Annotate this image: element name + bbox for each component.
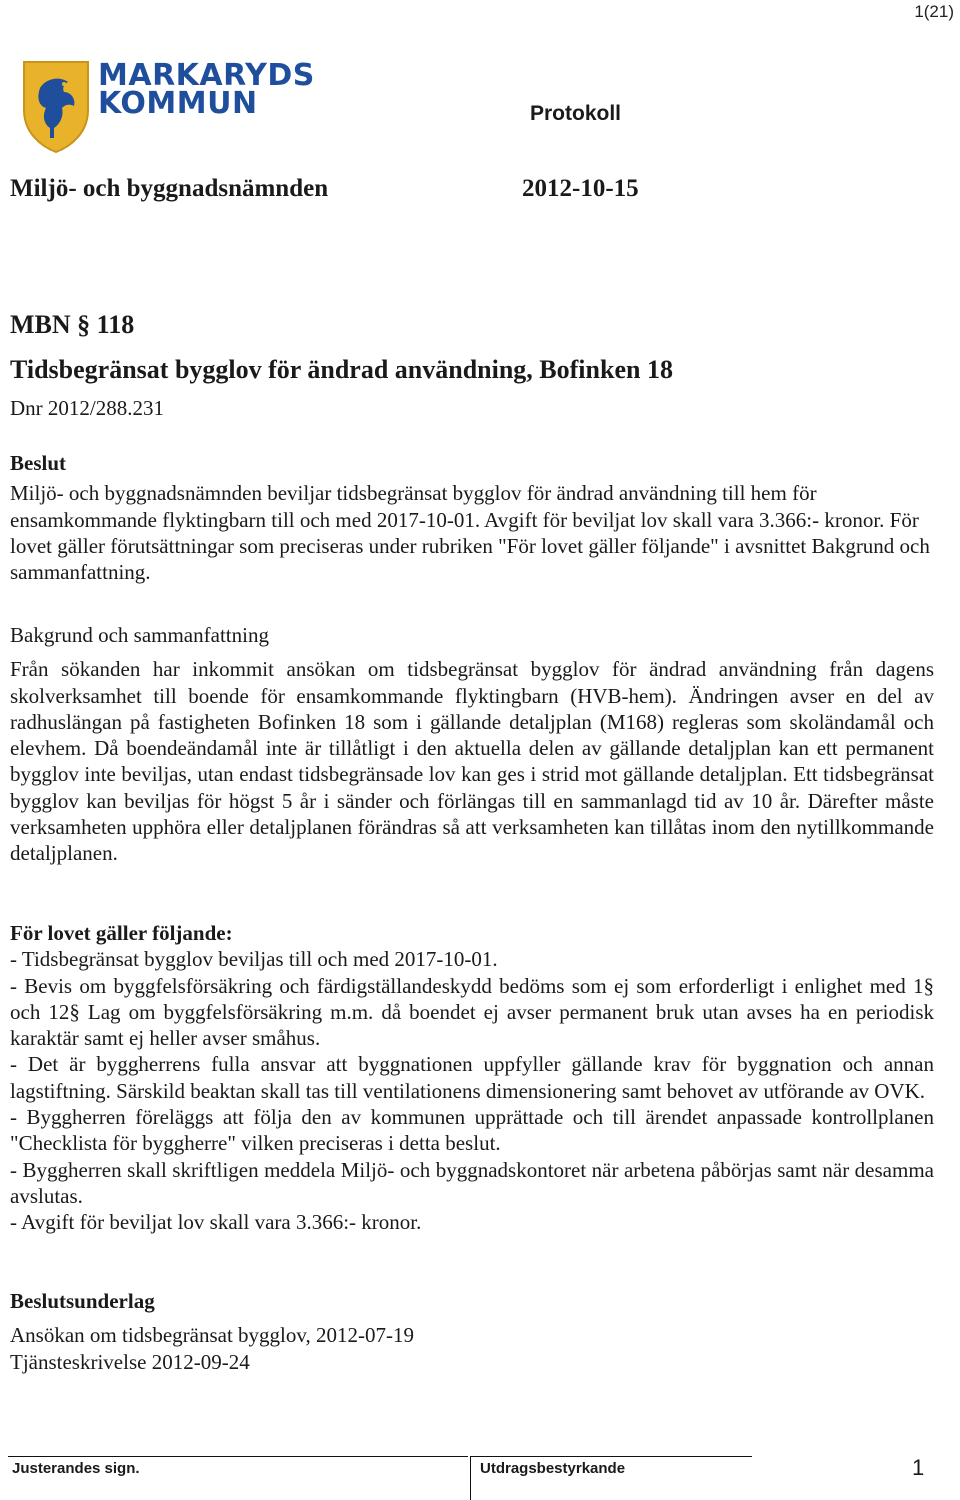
villkor-item: - Avgift för beviljat lov skall vara 3.366:- kronor. <box>10 1210 422 1235</box>
underlag-section <box>10 1288 934 1375</box>
underlag-heading: Beslutsunderlag <box>10 1289 155 1313</box>
beslut-section <box>10 450 934 585</box>
footer-divider <box>470 1456 752 1457</box>
logo-line-1: MARKARYDS <box>98 58 315 93</box>
villkor-section <box>10 920 934 1236</box>
beslut-heading: Beslut <box>10 451 67 475</box>
committee-name: Miljö- och byggnadsnämnden <box>10 175 329 202</box>
footer-separator <box>470 1456 471 1500</box>
footer-page-number: 1 <box>912 1455 925 1480</box>
document-type: Protokoll <box>530 102 622 125</box>
villkor-heading: För lovet gäller följande: <box>10 921 233 945</box>
bakgrund-heading: Bakgrund och sammanfattning <box>10 623 269 647</box>
page-indicator: 1(21) <box>914 2 954 21</box>
villkor-item: - Det är byggherrens fulla ansvar att byggnationen uppfyller gällande krav för byggnation och annan lagstiftning. Särskild beaktan skall tas till ventilationens dimensionering samt behovet av utförande av OVK. <box>10 1052 934 1103</box>
villkor-item: - Bevis om byggfelsförsäkring och färdigställandeskydd bedöms som ej som erforderligt i enlighet med 1§ och 12§ Lag om byggfelsförsäkring m.m. då boendet ej avser permanent bruk utan avses ha en periodisk karaktär samt ej heller avser småhus. <box>10 973 934 1051</box>
footer-divider <box>8 1456 468 1457</box>
logo-line-2: KOMMUN <box>98 86 258 121</box>
case-dnr: Dnr 2012/288.231 <box>10 396 164 420</box>
bakgrund-text: Från sökanden har inkommit ansökan om tidsbegränsat bygglov för ändrad användning från dagens skolverksamhet till boende för ensamkommande flyktingbarn (HVB-hem). Ändringen avser en del av radhuslängan på fastigheten Bofinken 18 som i gällande detaljplan (M168) regleras som skoländamål och elevhem. Då boendeändamål inte är tillåtligt i den aktuella delen av gällande detaljplan kan ett permanent bygglov inte beviljas, utan endast tidsbegränsade lov kan ges i strid mot gällande detaljplan. Ett tidsbegränsat bygglov kan beviljas för högst 5 år i sänder och förlängas till en sammanlagd tid av 10 år. Därefter måste verksamheten upphöra eller detaljplanen förändras så att verksamheten kan tillåtas inom den nytillkommande detaljplanen. <box>10 657 934 866</box>
underlag-item: Tjänsteskrivelse 2012-09-24 <box>10 1349 250 1374</box>
bakgrund-section <box>10 622 934 867</box>
signature-label: Justerandes sign. <box>12 1460 140 1477</box>
meeting-date: 2012-10-15 <box>522 175 639 202</box>
coat-of-arms-icon <box>20 58 92 154</box>
paragraph-number: MBN § 118 <box>10 310 135 339</box>
villkor-item: - Byggherren skall skriftligen meddela Miljö- och byggnadskontoret när arbetena påbörjas samt när desamma avslutas. <box>10 1157 934 1208</box>
villkor-item: - Tidsbegränsat bygglov beviljas till och med 2017-10-01. <box>10 947 498 972</box>
beslut-text: Miljö- och byggnadsnämnden beviljar tidsbegränsat bygglov för ändrad användning till hem för ensamkommande flyktingbarn till och med 2017-10-01. Avgift för beviljat lov skall vara 3.366:- kronor. För lovet gäller förutsättningar som preciseras under rubriken "För lovet gäller följande" i avsnittet Bakgrund och sammanfattning. <box>10 481 930 585</box>
villkor-item: - Byggherren föreläggs att följa den av kommunen upprättade och till ärendet anpassade kontrollplanen "Checklista för byggherre" vilken preciseras i detta beslut. <box>10 1105 934 1156</box>
case-title: Tidsbegränsat bygglov för ändrad användning, Bofinken 18 <box>10 355 673 384</box>
municipality-logo <box>20 58 320 154</box>
underlag-item: Ansökan om tidsbegränsat bygglov, 2012-07-19 <box>10 1323 415 1348</box>
extract-verification-label: Utdragsbestyrkande <box>480 1460 626 1477</box>
